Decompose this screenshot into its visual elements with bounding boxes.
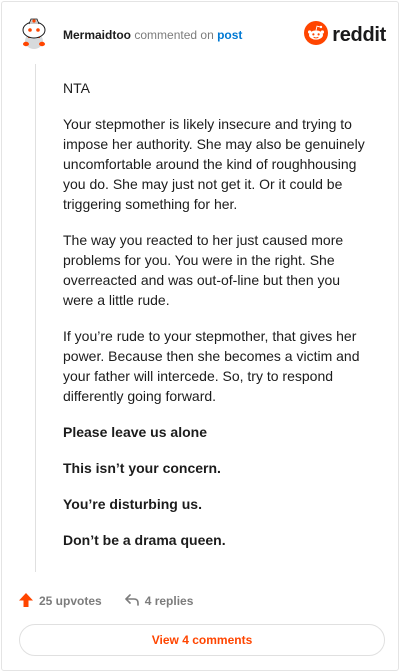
comment-paragraph: If you’re rude to your stepmother, that gives her power. Because then she becomes a victim and your father will intercede. So, try to respond differently going forward.	[63, 328, 360, 404]
comment-card	[1, 1, 399, 671]
view-comments-button[interactable]: View 4 comments	[19, 624, 385, 656]
comment-paragraph: The way you reacted to her just caused more problems for you. You were in the right. She overreacted and was out-of-line but then you were a little rude.	[63, 232, 344, 308]
comment-bold-line: You’re disturbing us.	[63, 496, 202, 512]
reddit-logo-icon	[304, 21, 328, 50]
thread-line[interactable]	[35, 64, 36, 572]
reply-count: 4 replies	[144, 594, 194, 608]
comment-bold-line: Don’t be a drama queen.	[63, 532, 226, 548]
snoo-avatar-icon[interactable]	[18, 18, 50, 50]
username-link[interactable]: Mermaidtoo	[63, 28, 132, 42]
comment-bold-line: Please leave us alone	[63, 424, 207, 440]
upvote-button[interactable]	[18, 592, 102, 611]
byline	[63, 28, 242, 42]
comment-paragraph: NTA	[63, 80, 90, 96]
upvote-count: 25 upvotes	[39, 594, 102, 608]
comment-paragraph: Your stepmother is likely insecure and trying to impose her authority. She may also be genuinely uncomfortable around the kind of roughhousing you do. She may just not get it. Or it could be triggering something for her.	[63, 116, 365, 212]
replies-button[interactable]	[124, 592, 194, 611]
reddit-brand[interactable]	[304, 22, 386, 48]
comment-header	[18, 16, 386, 52]
comment-actions	[18, 591, 215, 611]
upvote-arrow-icon	[18, 592, 39, 611]
comment-body	[63, 78, 373, 566]
reddit-wordmark: reddit	[332, 23, 386, 46]
post-link[interactable]: post	[217, 28, 243, 42]
reply-arrow-icon	[124, 592, 145, 611]
comment-bold-line: This isn’t your concern.	[63, 460, 221, 476]
commented-on-text: commented on	[134, 28, 214, 42]
